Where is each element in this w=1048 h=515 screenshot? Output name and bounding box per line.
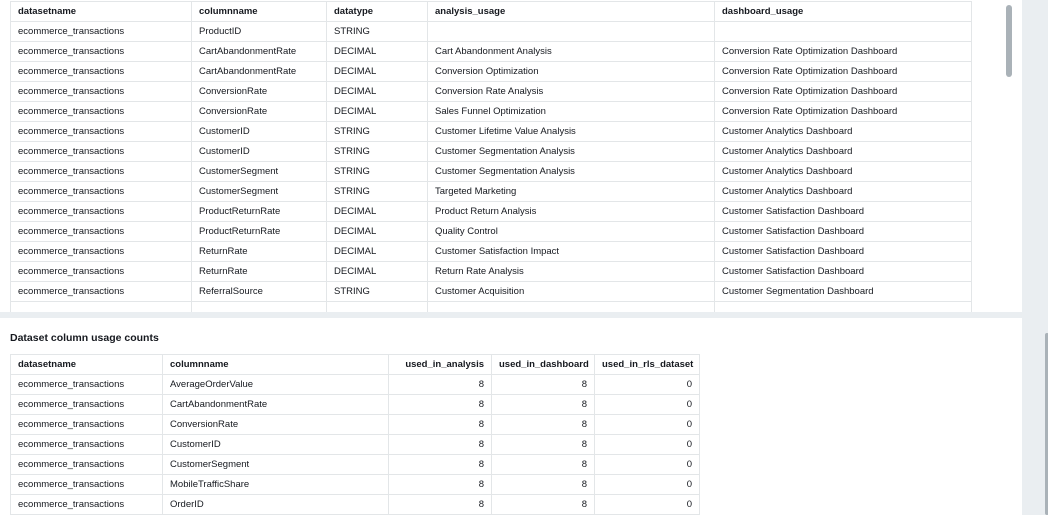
table-row — [11, 82, 972, 102]
table-cell: Conversion Rate Optimization Dashboard — [715, 82, 972, 102]
table-cell: Customer Analytics Dashboard — [715, 162, 972, 182]
column-header-used-in-dashboard[interactable]: used_in_dashboard — [492, 355, 595, 375]
table-cell: 8 — [389, 375, 492, 395]
table-cell: ecommerce_transactions — [11, 375, 163, 395]
table-cell — [715, 302, 972, 313]
table-cell: CustomerSegment — [192, 162, 327, 182]
counts-table — [10, 354, 700, 515]
table-cell: CustomerSegment — [163, 455, 389, 475]
table-cell: STRING — [327, 122, 428, 142]
table-cell: MobileTrafficShare — [163, 475, 389, 495]
table-cell: ecommerce_transactions — [11, 62, 192, 82]
table-cell: ConversionRate — [163, 415, 389, 435]
table-row — [11, 475, 700, 495]
table-row — [11, 495, 700, 515]
table-cell: 8 — [389, 435, 492, 455]
table-cell: ecommerce_transactions — [11, 102, 192, 122]
table-row — [11, 42, 972, 62]
table-cell: ecommerce_transactions — [11, 455, 163, 475]
table-cell: Targeted Marketing — [428, 182, 715, 202]
table-cell: OrderID — [163, 495, 389, 515]
column-header-used-in-rls-dataset[interactable]: used_in_rls_dataset — [595, 355, 700, 375]
table-cell: 8 — [492, 395, 595, 415]
table-cell: ecommerce_transactions — [11, 82, 192, 102]
table-cell: Return Rate Analysis — [428, 262, 715, 282]
table-cell: CustomerID — [192, 122, 327, 142]
table-cell: Conversion Rate Optimization Dashboard — [715, 102, 972, 122]
table-cell: 8 — [389, 475, 492, 495]
table-row — [11, 395, 700, 415]
table-cell: Customer Analytics Dashboard — [715, 122, 972, 142]
table-cell: STRING — [327, 22, 428, 42]
table-cell: STRING — [327, 162, 428, 182]
table-cell: ProductID — [192, 22, 327, 42]
table-cell: STRING — [327, 142, 428, 162]
table-cell: DECIMAL — [327, 42, 428, 62]
table-row — [11, 162, 972, 182]
table-header — [11, 355, 700, 375]
table-cell: Customer Segmentation Dashboard — [715, 282, 972, 302]
table-cell: ecommerce_transactions — [11, 142, 192, 162]
table-cell: ReturnRate — [192, 262, 327, 282]
table-cell — [715, 22, 972, 42]
column-header-used-in-analysis[interactable]: used_in_analysis — [389, 355, 492, 375]
column-header-columnname[interactable]: columnname — [163, 355, 389, 375]
table-cell: 0 — [595, 415, 700, 435]
table-cell: ecommerce_transactions — [11, 22, 192, 42]
counts-panel — [0, 318, 1022, 515]
table-cell: CartAbandonmentRate — [192, 42, 327, 62]
table-cell: ProductReturnRate — [192, 222, 327, 242]
table-cell: ecommerce_transactions — [11, 122, 192, 142]
table-cell: 8 — [389, 415, 492, 435]
table-row — [11, 102, 972, 122]
column-header-columnname[interactable]: columnname — [192, 2, 327, 22]
table-cell: Customer Satisfaction Impact — [428, 242, 715, 262]
table-row — [11, 435, 700, 455]
table-row — [11, 62, 972, 82]
table-cell: 0 — [595, 475, 700, 495]
table-row — [11, 22, 972, 42]
table-cell: Conversion Rate Optimization Dashboard — [715, 62, 972, 82]
table-cell: DECIMAL — [327, 242, 428, 262]
table-row — [11, 262, 972, 282]
table-cell: 8 — [492, 455, 595, 475]
table-cell: Customer Analytics Dashboard — [715, 142, 972, 162]
table-cell: ConversionRate — [192, 82, 327, 102]
table-header — [11, 2, 972, 22]
table-row — [11, 182, 972, 202]
table-cell: CustomerSegment — [192, 182, 327, 202]
table-cell: Customer Acquisition — [428, 282, 715, 302]
table-cell: ecommerce_transactions — [11, 395, 163, 415]
table-cell: Customer Satisfaction Dashboard — [715, 242, 972, 262]
table-cell: ecommerce_transactions — [11, 475, 163, 495]
table-cell: AverageOrderValue — [163, 375, 389, 395]
column-header-dashboard-usage[interactable]: dashboard_usage — [715, 2, 972, 22]
table-cell: Sales Funnel Optimization — [428, 102, 715, 122]
table-row — [11, 455, 700, 475]
table-cell: ecommerce_transactions — [11, 182, 192, 202]
table-row — [11, 242, 972, 262]
table-cell — [428, 22, 715, 42]
table-cell: ecommerce_transactions — [11, 495, 163, 515]
table-cell: ecommerce_transactions — [11, 42, 192, 62]
table-cell: DECIMAL — [327, 222, 428, 242]
table-cell: ecommerce_transactions — [11, 435, 163, 455]
table-row — [11, 222, 972, 242]
table-cell: 8 — [492, 495, 595, 515]
table-cell: ReturnRate — [192, 242, 327, 262]
table-cell — [428, 302, 715, 313]
table-cell: ecommerce_transactions — [11, 242, 192, 262]
table-row — [11, 375, 700, 395]
table-cell: Product Return Analysis — [428, 202, 715, 222]
table-cell: 8 — [389, 395, 492, 415]
column-header-datasetname[interactable]: datasetname — [11, 2, 192, 22]
table-cell: ecommerce_transactions — [11, 262, 192, 282]
table-cell: STRING — [327, 282, 428, 302]
table-cell: ReferralSource — [192, 282, 327, 302]
table-cell: ecommerce_transactions — [11, 222, 192, 242]
section-title: Dataset column usage counts — [10, 332, 159, 344]
column-header-datatype[interactable]: datatype — [327, 2, 428, 22]
column-header-analysis-usage[interactable]: analysis_usage — [428, 2, 715, 22]
table-cell: Conversion Optimization — [428, 62, 715, 82]
column-header-datasetname[interactable]: datasetname — [11, 355, 163, 375]
table-cell: Conversion Rate Optimization Dashboard — [715, 42, 972, 62]
table-cell: CartAbandonmentRate — [192, 62, 327, 82]
table-cell: CustomerID — [192, 142, 327, 162]
table-scrollbar[interactable] — [1006, 5, 1012, 77]
table-cell — [11, 302, 192, 313]
table-cell: ProductReturnRate — [192, 202, 327, 222]
table-cell: ConversionRate — [192, 102, 327, 122]
table-row — [11, 415, 700, 435]
table-cell: 8 — [389, 455, 492, 475]
table-cell: Customer Segmentation Analysis — [428, 162, 715, 182]
table-cell: 0 — [595, 435, 700, 455]
table-row — [11, 122, 972, 142]
table-cell: ecommerce_transactions — [11, 282, 192, 302]
table-cell: Customer Lifetime Value Analysis — [428, 122, 715, 142]
table-cell: CustomerID — [163, 435, 389, 455]
table-cell: 8 — [492, 415, 595, 435]
table-cell — [192, 302, 327, 313]
table-cell: CartAbandonmentRate — [163, 395, 389, 415]
table-cell: 8 — [492, 475, 595, 495]
table-cell: DECIMAL — [327, 262, 428, 282]
table-cell: ecommerce_transactions — [11, 202, 192, 222]
table-row — [11, 282, 972, 302]
table-cell: DECIMAL — [327, 62, 428, 82]
table-cell: ecommerce_transactions — [11, 162, 192, 182]
table-cell: 0 — [595, 395, 700, 415]
table-cell: Customer Analytics Dashboard — [715, 182, 972, 202]
table-cell: Customer Satisfaction Dashboard — [715, 222, 972, 242]
table-cell: DECIMAL — [327, 102, 428, 122]
table-cell: 8 — [389, 495, 492, 515]
table-cell: 8 — [492, 435, 595, 455]
table-cell: 0 — [595, 375, 700, 395]
table-cell: 8 — [492, 375, 595, 395]
usage-table — [10, 1, 972, 312]
table-cell: DECIMAL — [327, 82, 428, 102]
table-cell: Cart Abandonment Analysis — [428, 42, 715, 62]
table-cell: Customer Satisfaction Dashboard — [715, 262, 972, 282]
table-cell: Quality Control — [428, 222, 715, 242]
table-row — [11, 302, 972, 313]
table-cell: DECIMAL — [327, 202, 428, 222]
table-row — [11, 142, 972, 162]
table-row — [11, 202, 972, 222]
table-cell: Customer Satisfaction Dashboard — [715, 202, 972, 222]
table-cell: ecommerce_transactions — [11, 415, 163, 435]
table-cell: Customer Segmentation Analysis — [428, 142, 715, 162]
table-cell: STRING — [327, 182, 428, 202]
table-cell: 0 — [595, 455, 700, 475]
table-cell: 0 — [595, 495, 700, 515]
table-cell: Conversion Rate Analysis — [428, 82, 715, 102]
table-cell — [327, 302, 428, 313]
